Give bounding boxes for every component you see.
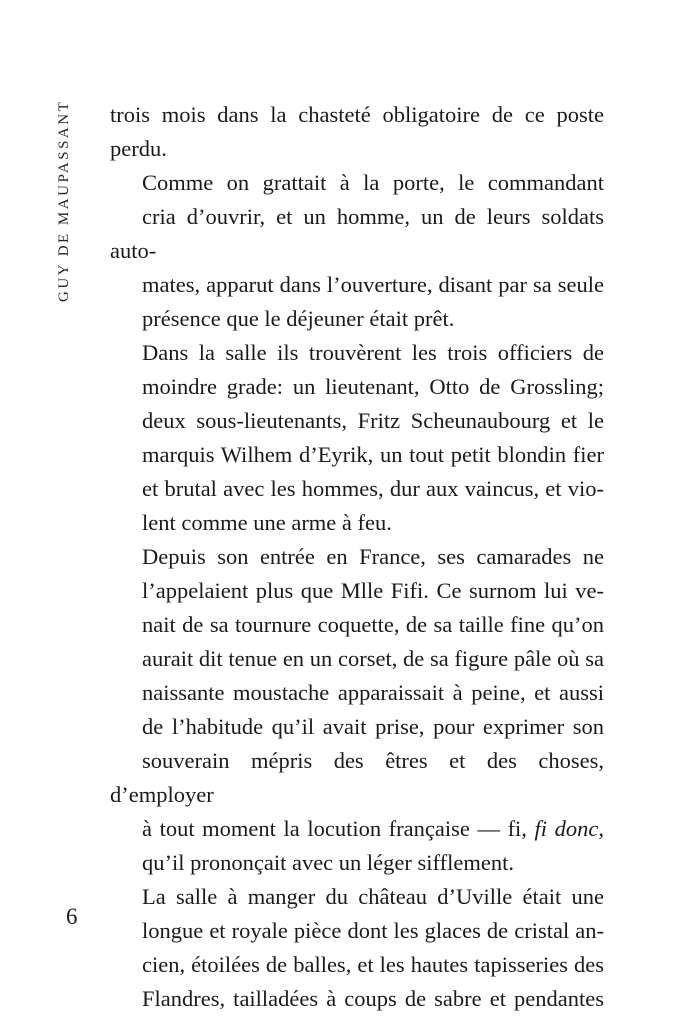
text-line: trois mois dans la chasteté obligatoire de ce poste: [110, 102, 604, 127]
text-line: moindre grade: un lieutenant, Otto de Grossling;: [142, 374, 604, 399]
text-line: Comme on grattait à la porte, le commandant: [142, 170, 604, 195]
text-line: naissante moustache apparaissait à peine, et aussi: [142, 680, 604, 705]
text-line: Dans la salle ils trouvèrent les trois officiers de: [142, 340, 604, 365]
body-text: [110, 98, 604, 1016]
paragraph: [110, 880, 604, 1016]
text-line: de l’habitude qu’il avait prise, pour exprimer son: [142, 714, 604, 739]
text-line: [110, 812, 604, 846]
text-line: aurait dit tenue en un corset, de sa figure pâle où sa: [142, 646, 604, 671]
text-line: cria d’ouvrir, et un homme, un de leurs soldats auto-: [110, 204, 604, 263]
text-line: deux sous-lieutenants, Fritz Scheunaubourg et le: [142, 408, 604, 433]
text-line: et brutal avec les hommes, dur aux vaincus, et vio-: [142, 476, 604, 501]
text-line: cien, étoilées de balles, et les hautes tapisseries des: [142, 952, 604, 977]
paragraph: [110, 166, 604, 336]
running-head-author: GUY DE MAUPASSANT: [56, 100, 72, 303]
italic-phrase: fi donc: [534, 816, 599, 841]
text-line: Flandres, tailladées à coups de sabre et pendantes: [142, 986, 604, 1011]
text-line: nait de sa tournure coquette, de sa taille fine qu’on: [142, 612, 604, 637]
text-line: Depuis son entrée en France, ses camarades ne: [142, 544, 604, 569]
text-line: perdu.: [110, 136, 167, 161]
text-line: souverain mépris des êtres et des choses, d’employer: [110, 748, 604, 807]
text-line: lent comme une arme à feu.: [142, 510, 392, 535]
text-line: l’appelaient plus que Mlle Fifi. Ce surnom lui ve-: [142, 578, 604, 603]
paragraph: [110, 540, 604, 880]
text-line: longue et royale pièce dont les glaces de cristal an-: [142, 918, 604, 943]
text-segment: ,: [598, 816, 604, 841]
paragraph: [110, 336, 604, 540]
text-line: mates, apparut dans l’ouverture, disant par sa seule: [142, 272, 604, 297]
page-number: 6: [66, 904, 78, 929]
text-line: La salle à manger du château d’Uville était une: [142, 884, 604, 909]
text-line: marquis Wilhem d’Eyrik, un tout petit blondin fier: [142, 442, 604, 467]
text-segment: à tout moment la locution française — fi,: [142, 816, 535, 841]
paragraph: [110, 98, 604, 166]
text-line: qu’il prononçait avec un léger sifflement.: [142, 850, 514, 875]
text-line: présence que le déjeuner était prêt.: [142, 306, 455, 331]
